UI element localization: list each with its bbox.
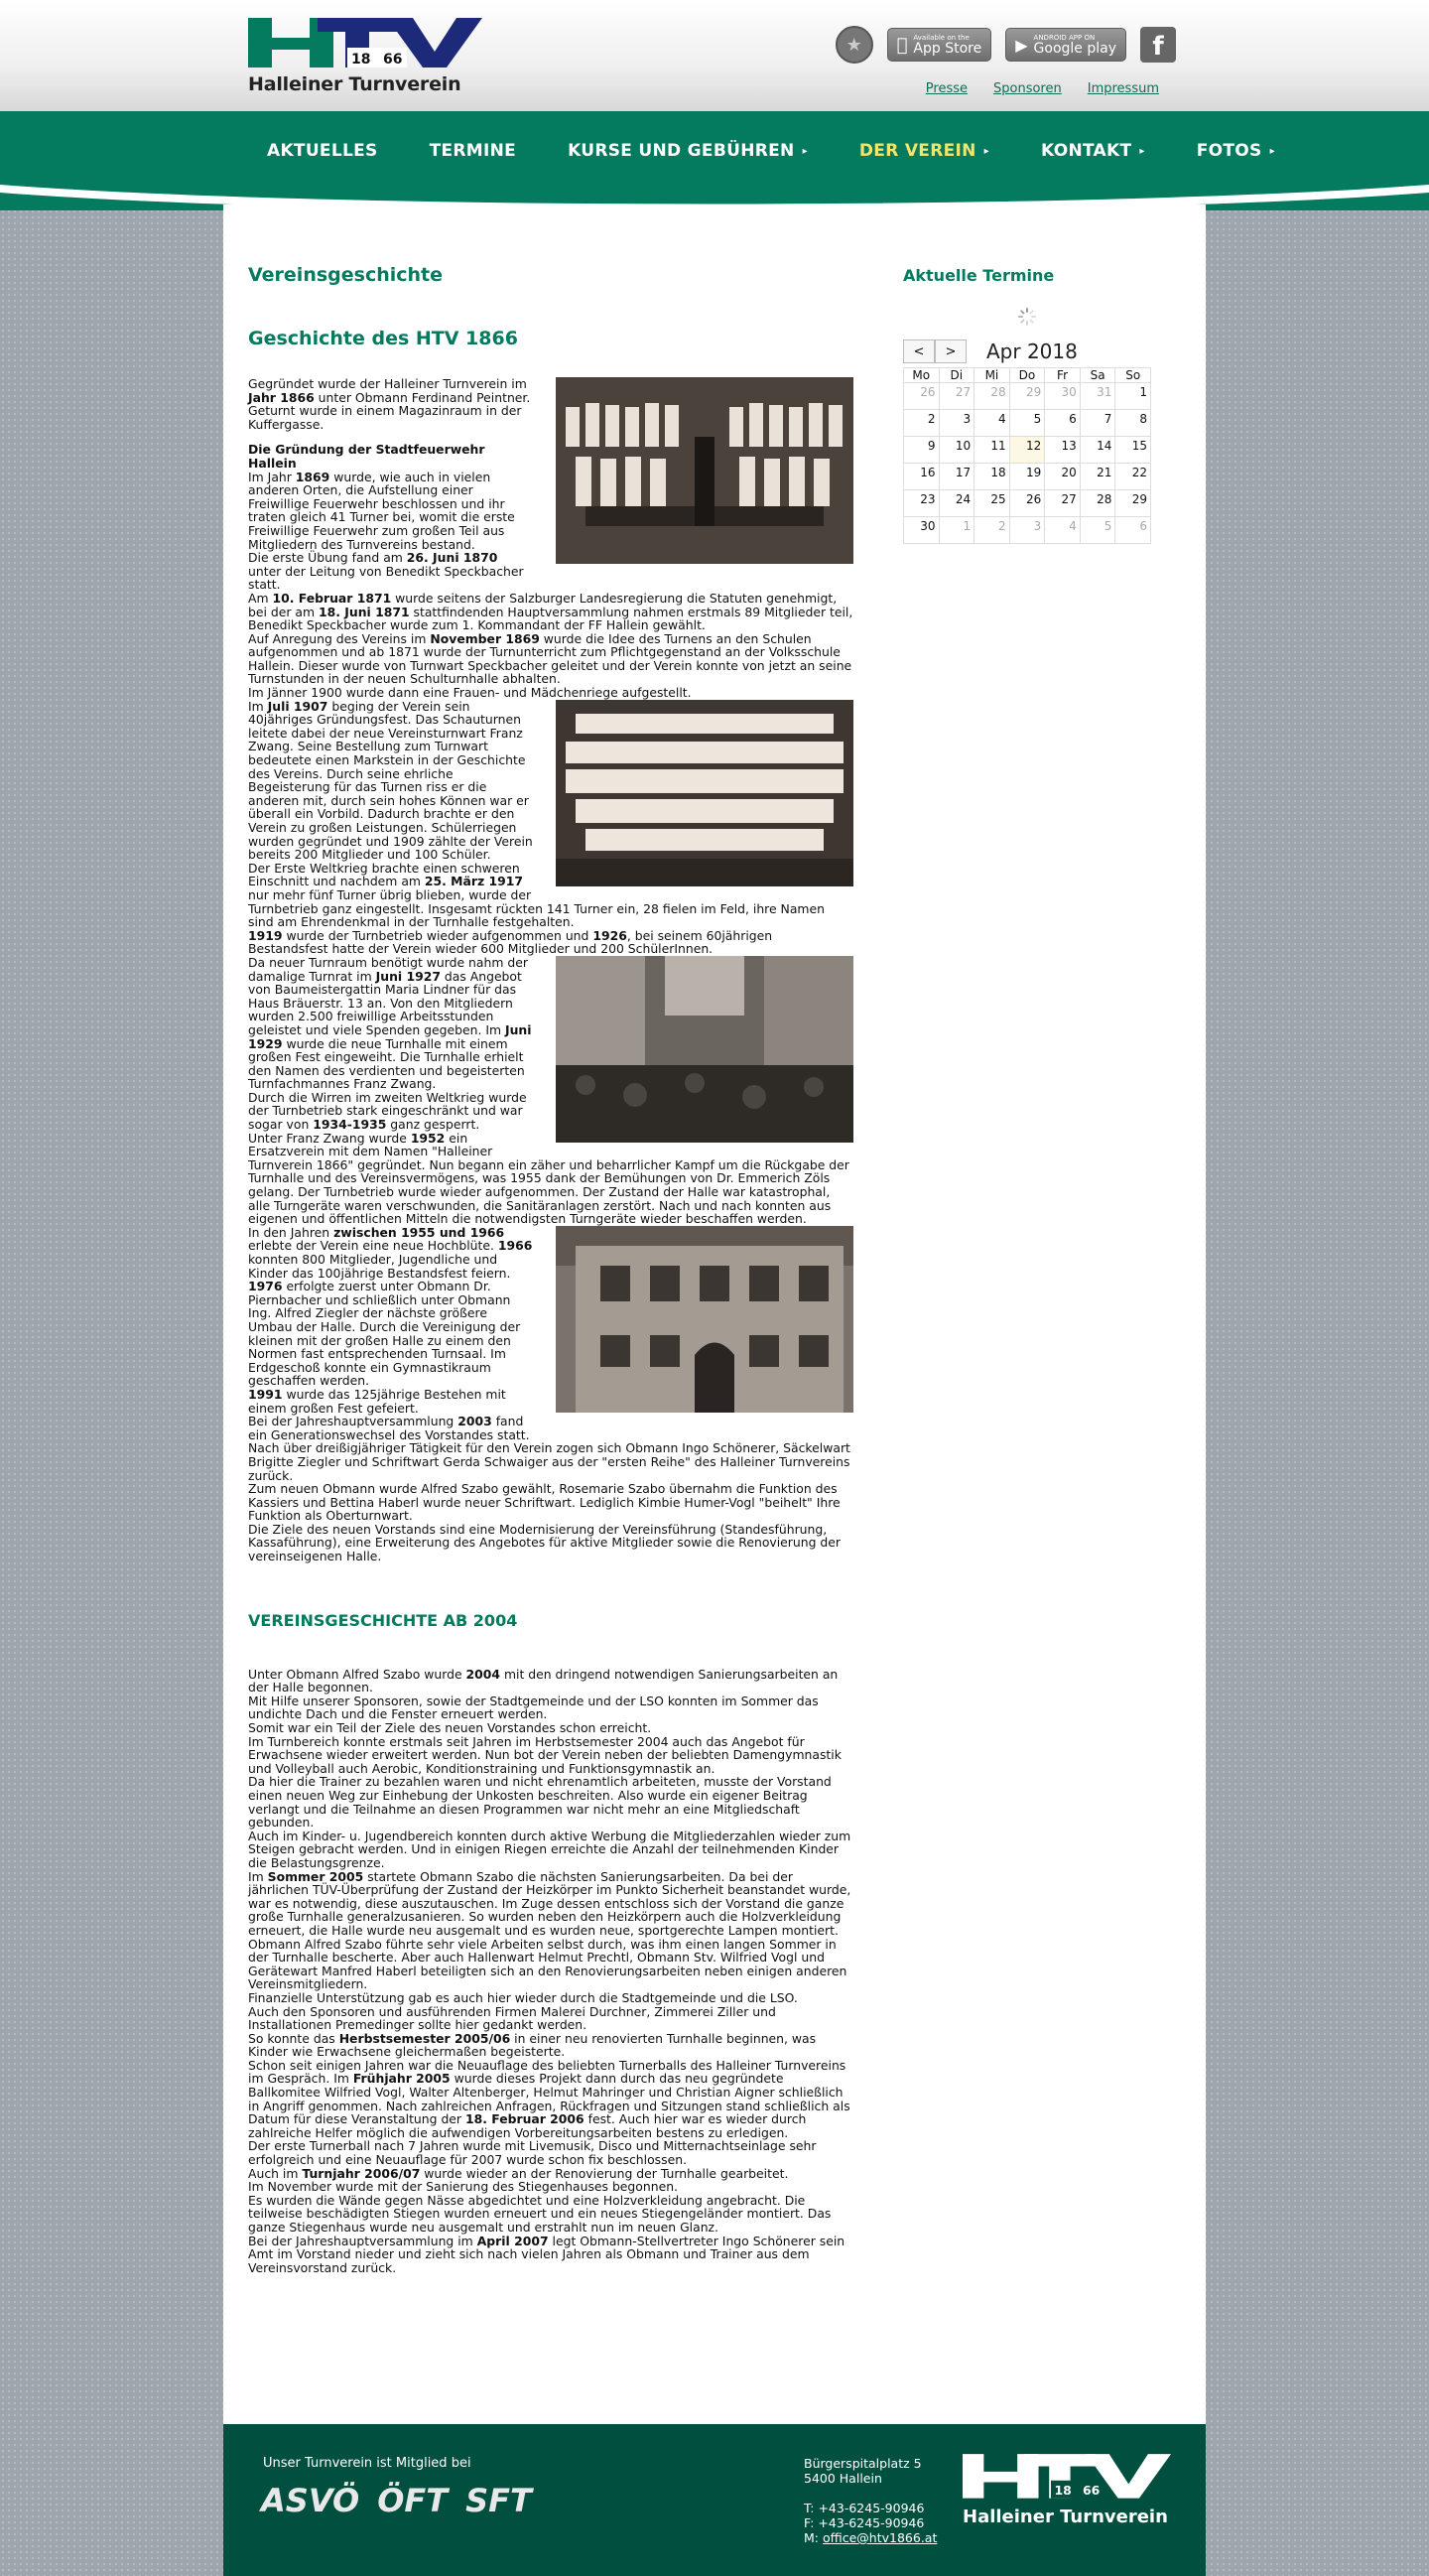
weekday: Mo: [904, 368, 940, 383]
nav-label: KONTAKT: [1040, 141, 1132, 161]
calendar-day[interactable]: 26: [1009, 490, 1045, 517]
nav-kontakt[interactable]: [1041, 141, 1145, 161]
arrow-right-icon: ▸: [983, 145, 989, 157]
nav-label: AKTUELLES: [267, 141, 378, 161]
calendar-day[interactable]: 11: [974, 437, 1010, 464]
calendar-day[interactable]: 7: [1080, 410, 1115, 437]
calendar-day[interactable]: 2: [974, 517, 1010, 544]
footer-logo-graphic: [963, 2454, 1171, 2504]
calendar-day[interactable]: 6: [1045, 410, 1081, 437]
oft-logo[interactable]: ÖFT: [377, 2482, 449, 2519]
calendar-day[interactable]: 24: [939, 490, 974, 517]
calendar-day[interactable]: 4: [974, 410, 1010, 437]
calendar-day[interactable]: 1: [1115, 383, 1151, 410]
nav-fotos[interactable]: [1197, 141, 1275, 161]
calendar-day[interactable]: 5: [1009, 410, 1045, 437]
photo-team-2-image: [556, 700, 853, 886]
calendar-day[interactable]: 3: [1009, 517, 1045, 544]
footer-logo-year-left: 18: [1054, 2483, 1072, 2499]
calendar-day[interactable]: 28: [1080, 490, 1115, 517]
content-panel: [223, 204, 1206, 2424]
link-sponsoren[interactable]: Sponsoren: [993, 81, 1062, 96]
photo-team-1-image: [556, 377, 853, 564]
sidebar-title: Aktuelle Termine: [903, 266, 1055, 285]
nav-items: [267, 141, 1327, 161]
calendar-next-button[interactable]: >: [935, 339, 967, 363]
sidebar: [903, 266, 1161, 544]
calendar-day[interactable]: 9: [904, 437, 940, 464]
calendar-day[interactable]: 29: [1115, 490, 1151, 517]
top-links: [926, 81, 1159, 96]
nav-label: TERMINE: [429, 141, 517, 161]
weekday: Fr: [1045, 368, 1081, 383]
calendar-day[interactable]: 30: [904, 517, 940, 544]
nav-termine[interactable]: [430, 141, 516, 161]
calendar-day[interactable]: 12: [1009, 437, 1045, 464]
calendar-day[interactable]: 6: [1115, 517, 1151, 544]
googleplay-small-text: ANDROID APP ON: [1033, 33, 1096, 42]
app-icon[interactable]: [836, 26, 873, 64]
history-text: Gegründet wurde der Halleiner Turnverein im Jahr 1866 unter Obmann Ferdinand Peintner. Geturnt wurde in einem Magazinraum in der Kuffergasse. Die Gründung der Stadtfeuerwehr Hallein Im Jahr 1869 wurde, wie auch in vielen anderen Orten, die Aufstellung einer Freiwillige Feuerwehr beschlossen und ihr traten gleich 41 Turner bei, womit die erste Freiwillige Feuerwehr zum großen Teil aus Mitgliedern des Turnvereins bestand. Die erste Übung fand am 26. Juni 1870 unter der Leitung von Benedikt Speckbacher statt. Am 10. Februar 1871 wurde seitens der Salzburger Landesregierung die Statuten genehmigt, bei der am 18. Juni 1871 stattfindenden Hauptversammlung nahmen erstmals 89 Mitglieder teil, Benedikt Speckbacher wurde zum 1. Kommandant der FF Hallein gewählt. Auf Anregung des Vereins im November 1869 wurde die Idee des Turnens an den Schulen aufgenommen und ab 1871 wurde der Turnunterricht zum Pflichtgegenstand an der Volksschule Hallein. Dieser wurde von Turnwart Speckbacher geleitet und der Verein konnte von jetzt an seine Turnstunden in der neuen Schulturnhalle abhalten. Im Jänner 1900 wurde dann eine Frauen- und Mädchenriege aufgestellt. Im Juli 1907 beging der Verein sein 40jähriges Gründungsfest. Das Schauturnen leitete dabei der neue Vereinsturnwart Franz Zwang. Seine Bestellung zum Turnwart bedeutete einen Markstein in der Geschichte des Vereins. Durch seine ehrliche Begeisterung für das Turnen riss er die anderen mit, durch sein hohes Können war er überall ein Vorbild. Dadurch brachte er den Verein zu großen Leistungen. Schülerriegen wurden gegründet und 1909 zählte der Verein bereits 200 Mitglieder und 100 Schüler. Der Erste Weltkrieg brachte einen schweren Einschnitt und nachdem am 25. März 1917 nur mehr fünf Turner übrig blieben, wurde der Turnbetrieb ganz eingestellt. Insgesamt rückten 141 Turner ein, 28 fielen im Feld, ihre Namen sind am Ehrendenkmal in der Turnhalle festgehalten. 1919 wurde der Turnbetrieb wieder aufgenommen und 1926, bei seinem 60jährigen Bestandsfest hatte der Verein wieder 600 Mitglieder und 200 SchülerInnen. Da neuer Turnraum benötigt wurde nahm der damalige Turnrat im Juni 1927 das Angebot von Baumeistergattin Maria Lindner für das Haus Bräuerstr. 13 an. Von den Mitgliedern wurden 2.500 freiwillige Arbeitsstunden geleistet und viele Spenden gegeben. Im Juni 1929 wurde die neue Turnhalle mit einem großen Fest eingeweiht. Die Turnhalle erhielt den Namen des verdienten und begeisterten Turnfachmannes Franz Zwang. Durch die Wirren im zweiten Weltkrieg wurde der Turnbetrieb stark eingeschränkt und war sogar von 1934-1935 ganz gesperrt. Unter Franz Zwang wurde 1952 ein Ersatzverein mit dem Namen "Halleiner Turnverein 1866" gegründet. Nun begann ein zäher und beharrlicher Kampf um die Rückgabe der Turnhalle und des Vereinsvermögens, was 1955 dank der Bemühungen von Dr. Emmerich Zöls gelang. Der Turnbetrieb wurde wieder aufgenommen. Der Zustand der Halle war katastrophal, alle Turngeräte waren verschwunden, die Sanitäranlagen zerstört. Nach und nach konnten aus eigenen und öffentlichen Mitteln die notwendigsten Turngeräte wieder beschaffen werden. In den Jahren zwischen 1955 und 1966 erlebte der Verein eine neue Hochblüte. 1966 konnten 800 Mitglieder, Jugendliche und Kinder das 100jährige Bestandsfest feiern. 1976 erfolgte zuerst unter Obmann Dr. Piernbacher und schließlich unter Obmann Ing. Alfred Ziegler der nächste größere Umbau der Halle. Durch die Vereinigung der kleinen mit der großen Halle zu einem den Normen fast entsprechenden Turnsaal. Im Erdgeschoß konnte ein Gymnastikraum geschaffen werden. 1991 wurde das 125jährige Bestehen mit einem großen Fest gefeiert. Bei der Jahreshauptversammlung 2003 fand ein Generationswechsel des Vorstandes statt. Nach über dreißigjähriger Tätigkeit für den Verein zogen sich Obmann Ingo Schönerer, Säckelwart Brigitte Ziegler und Schriftwart Gerda Schwaiger aus der "ersten Reihe" des Halleiner Turnvereins zurück. Zum neuen Obmann wurde Alfred Szabo gewählt, Rosemarie Szabo übernahm die Funktion des Kassiers und Bettina Haberl wurde neuer Schriftwart. Lediglich Kimbie Humer-Vogl "beihelt" Ihre Funktion als Oberturnwart. Die Ziele des neuen Vorstands sind eine Modernisierung der Vereinsführung (Standesführung, Kassaführung), eine Erweiterung des Angebotes für aktive Mitglieder sowie die Renovierung der vereinseigenen Halle.: [248, 376, 853, 1564]
appstore-big-text: App Store: [913, 40, 982, 57]
calendar-day[interactable]: 21: [1080, 464, 1115, 490]
section-title: Geschichte des HTV 1866: [248, 328, 518, 349]
nav-der-verein[interactable]: [859, 141, 989, 161]
link-impressum[interactable]: Impressum: [1087, 81, 1159, 96]
address-street: Bürgerspitalplatz 5: [804, 2456, 922, 2471]
logo-year-left: 18: [351, 52, 371, 68]
calendar-week: [904, 490, 1151, 517]
arrow-right-icon: ▸: [1269, 145, 1275, 157]
calendar-day[interactable]: 13: [1045, 437, 1081, 464]
nav-kurse[interactable]: [568, 141, 808, 161]
calendar-day[interactable]: 18: [974, 464, 1010, 490]
weekday: Sa: [1080, 368, 1115, 383]
footer: [223, 2424, 1206, 2576]
calendar-day[interactable]: 29: [1009, 383, 1045, 410]
googleplay-badge[interactable]: [1005, 28, 1126, 62]
facebook-icon[interactable]: f: [1140, 27, 1176, 63]
calendar-day[interactable]: 31: [1080, 383, 1115, 410]
address-tel: T: +43-6245-90946: [804, 2501, 925, 2515]
calendar-month: Apr 2018: [986, 339, 1078, 363]
section2-title: VEREINSGESCHICHTE AB 2004: [248, 1610, 518, 1630]
calendar-day[interactable]: 5: [1080, 517, 1115, 544]
loading-spinner-icon: [1017, 307, 1037, 327]
footer-htv-logo[interactable]: [963, 2454, 1171, 2543]
calendar-week: [904, 517, 1151, 544]
logo-year-right: 66: [383, 52, 403, 68]
weekday: Do: [1009, 368, 1045, 383]
calendar: [903, 367, 1151, 544]
calendar-day[interactable]: 27: [1045, 490, 1081, 517]
calendar-day[interactable]: 10: [939, 437, 974, 464]
page-title: Vereinsgeschichte: [248, 264, 444, 286]
mail-link[interactable]: office@htv1866.at: [822, 2530, 938, 2545]
calendar-day[interactable]: 28: [974, 383, 1010, 410]
appstore-badge[interactable]: [887, 28, 992, 62]
calendar-day[interactable]: 26: [904, 383, 940, 410]
calendar-day[interactable]: 30: [1045, 383, 1081, 410]
calendar-week: [904, 464, 1151, 490]
nav-label: KURSE UND GEBÜHREN: [568, 141, 795, 161]
arrow-right-icon: ▸: [802, 145, 808, 157]
app-badges: [836, 26, 1176, 64]
calendar-day[interactable]: 25: [974, 490, 1010, 517]
photo-building[interactable]: [556, 1226, 853, 1413]
calendar-day[interactable]: 2: [904, 410, 940, 437]
main-column: [248, 264, 853, 2274]
calendar-day[interactable]: 1: [939, 517, 974, 544]
calendar-day[interactable]: 20: [1045, 464, 1081, 490]
nav-aktuelles[interactable]: [267, 141, 378, 161]
calendar-day[interactable]: 19: [1009, 464, 1045, 490]
weekday: Di: [939, 368, 974, 383]
calendar-day[interactable]: 3: [939, 410, 974, 437]
asvo-logo[interactable]: ASVÖ: [261, 2482, 360, 2519]
calendar-day[interactable]: 8: [1115, 410, 1151, 437]
photo-crowd[interactable]: [556, 956, 853, 1143]
address-city: 5400 Hallein: [804, 2471, 882, 2486]
calendar-day[interactable]: 14: [1080, 437, 1115, 464]
arrow-right-icon: ▸: [1139, 145, 1145, 157]
sft-logo[interactable]: SFT: [465, 2482, 532, 2519]
calendar-week: [904, 410, 1151, 437]
calendar-day[interactable]: 23: [904, 490, 940, 517]
calendar-day[interactable]: 27: [939, 383, 974, 410]
footer-logo-year-right: 66: [1083, 2483, 1101, 2499]
googleplay-big-text: Google play: [1033, 40, 1116, 57]
htv-logo[interactable]: [248, 18, 482, 101]
calendar-day[interactable]: 17: [939, 464, 974, 490]
appstore-small-text: Available on the: [913, 33, 970, 42]
weekday: Mi: [974, 368, 1010, 383]
weekday: So: [1115, 368, 1151, 383]
calendar-day[interactable]: 4: [1045, 517, 1081, 544]
calendar-day[interactable]: 15: [1115, 437, 1151, 464]
photo-team-2[interactable]: [556, 700, 853, 886]
address-fax: F: +43-6245-90946: [804, 2515, 925, 2530]
history-text-2004: Unter Obmann Alfred Szabo wurde 2004 mit den dringend notwendigen Sanierungsarbeiten an der Halle begonnen. Mit Hilfe unserer Sponsoren, sowie der Stadtgemeinde und der LSO konnten im Sommer das undichte Dach und die Fenster erneuert werden. Somit war ein Teil der Ziele des neuen Vorstandes schon erreicht. Im Turnbereich konnte erstmals seit Jahren im Herbstsemester 2004 auch das Angebot für Erwachsene wieder erweitert werden. Nun bot der Verein neben der beliebten Damengymnastik und Volleyball auch Aerobic, Konditionstraining und Funktionsgymnastik an. Da hier die Trainer zu bezahlen waren und nicht ehrenamtlich arbeiteten, musste der Vorstand einen neuen Weg zur Einhebung der Unkosten beschreiten. Also wurde ein eigener Beitrag verlangt und die Teilnahme an diesen Programmen war nicht mehr an eine Mitgliedschaft gebunden. Auch im Kinder- u. Jugendbereich konnten durch aktive Werbung die Mitgliederzahlen wieder zum Steigen gebracht werden. Und in einigen Riegen erreichte die Anzahl der teilnehmenden Kinder die Belastungsgrenze. Im Sommer 2005 startete Obmann Szabo die nächsten Sanierungsarbeiten. Da bei der jährlichen TÜV-Überprüfung der Zustand der Heizkörper im Punkto Sicherheit beanstandet wurde, war es notwendig, diese auszutauschen. Im Zuge dessen entschloss sich der Vorstand die ganze große Turnhalle generalzusanieren. So wurden neben den Heizkörpern auch die Holzverkleidung erneuert, die Halle wurde neu ausgemalt und es wurden neue, sportgerechte Lampen montiert. Obmann Alfred Szabo führte sehr viele Arbeiten selbst durch, was ihm einen langen Sommer in der Turnhalle bescherte. Aber auch Hallenwart Helmut Prechtl, Obmann Stv. Wilfried Vogl und Gerätewart Manfred Haberl beteiligten sich an den Renovierungsarbeiten neben einigen anderen Vereinsmitgliedern. Finanzielle Unterstützung gab es auch hier wieder durch die Stadtgemeinde und die LSO. Auch den Sponsoren und ausführenden Firmen Malerei Durchner, Zimmerei Ziller und Installationen Premedinger sollte hier gedankt werden. So konnte das Herbstsemester 2005/06 in einer neu renovierten Turnhalle beginnen, was Kinder wie Erwachsene gleichermaßen begeisterte. Schon seit einigen Jahren war die Neuauflage des beliebten Turnerballs des Halleiner Turnvereins im Gespräch. Im Frühjahr 2005 wurde dieses Projekt dann durch das neu gegründete Ballkomitee Wilfried Vogl, Walter Altenberger, Helmut Mahringer und Christian Aigner schließlich in Angriff genommen. Nach zahlreichen Anfragen, Rückfragen und Sitzungen stand schließlich als Datum für diese Veranstaltung der 18. Februar 2006 fest. Auch hier war es wieder durch zahlreiche Helfer möglich die aufwendigen Vorbereitungsarbeiten bestens zu erledigen. Der erste Turnerball nach 7 Jahren wurde mit Livemusik, Disco und Mitternachtseinlage sehr erfolgreich und eine Neuauflage für 2007 wurde schon fix beschlossen. Auch im Turnjahr 2006/07 wurde wieder an der Renovierung der Turnhalle gearbeitet. Im November wurde mit der Sanierung des Stiegenhauses begonnen. Es wurden die Wände gegen Nässe abgedichtet und eine Holzverkleidung angebracht. Die teilweise beschädigten Stiegen wurden erneuert und ein neues Stiegengeländer montiert. Das ganze Stiegenhaus wurde neu ausgemalt und erstrahlt nun im neuen Glanz. Bei der Jahreshauptversammlung im April 2007 legt Obmann-Stellvertreter Ingo Schönerer sein Amt im Vorstand nieder und zieht sich nach vielen Jahren als Obmann und Trainer aus dem Vereinsvorstand zurück.: [248, 1666, 851, 2275]
calendar-week: [904, 437, 1151, 464]
photo-crowd-image: [556, 956, 853, 1143]
link-presse[interactable]: Presse: [925, 81, 968, 96]
photo-building-image: [556, 1226, 853, 1413]
logo-letters-graphic: [248, 18, 482, 73]
mail-prefix: M:: [804, 2530, 819, 2545]
footer-logo-subtitle: Halleiner Turnverein: [963, 2507, 1168, 2527]
play-icon: ▶: [1015, 35, 1028, 55]
calendar-day[interactable]: 22: [1115, 464, 1151, 490]
header: [0, 0, 1429, 111]
photo-team-1[interactable]: [556, 377, 853, 564]
nav-label: DER VEREIN: [858, 141, 976, 161]
calendar-prev-button[interactable]: <: [903, 339, 935, 363]
logo-subtitle: Halleiner Turnverein: [248, 73, 461, 95]
footer-address: [804, 2456, 937, 2545]
calendar-header: [903, 339, 1161, 363]
calendar-week: [904, 383, 1151, 410]
nav-label: FOTOS: [1196, 141, 1262, 161]
calendar-day[interactable]: 16: [904, 464, 940, 490]
footer-member-text: Unser Turnverein ist Mitglied bei: [263, 2456, 471, 2471]
footer-member-logos: [261, 2482, 532, 2519]
apple-icon: [897, 35, 908, 56]
